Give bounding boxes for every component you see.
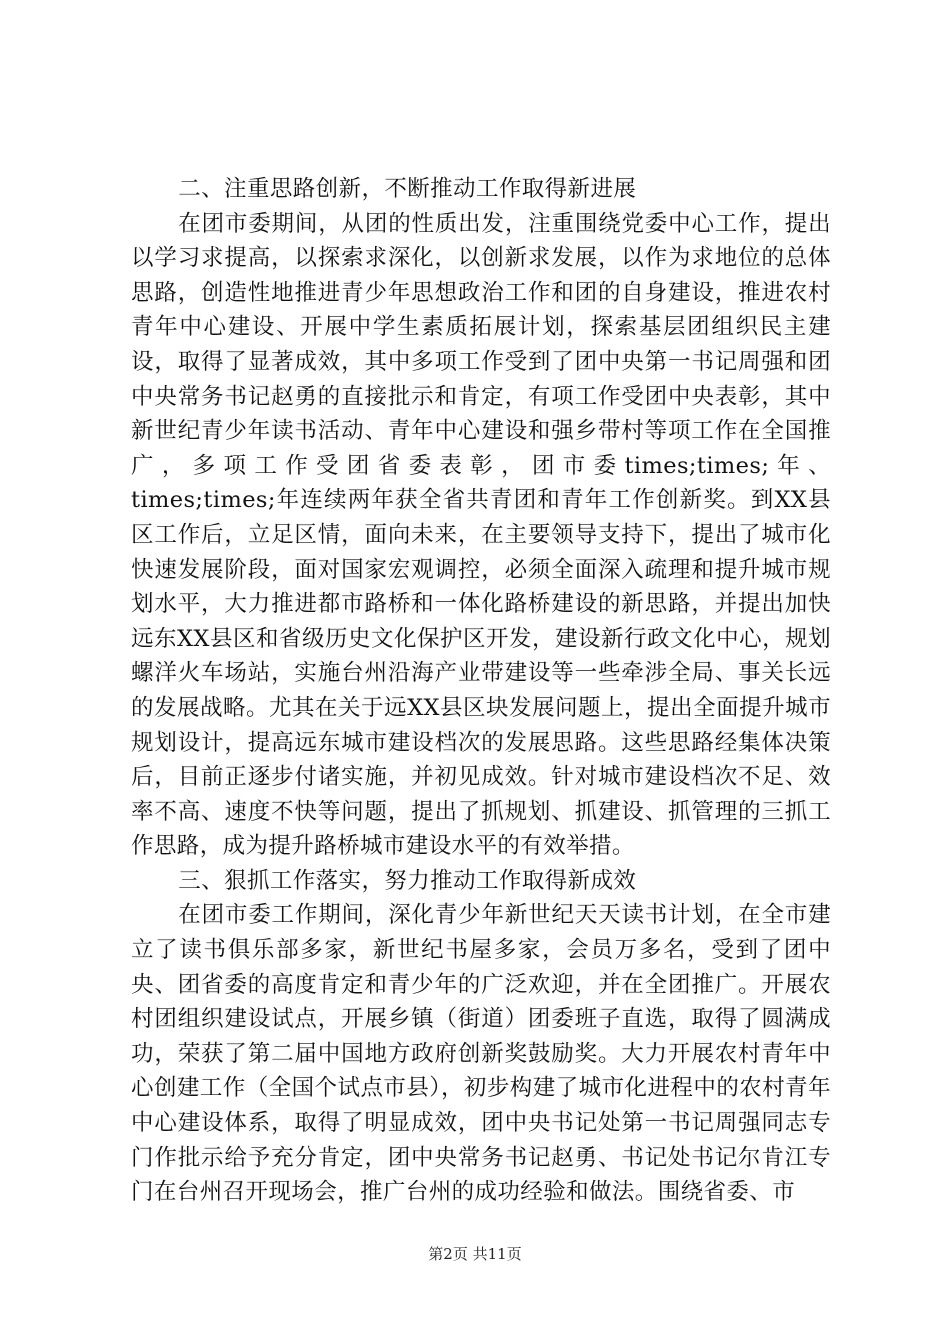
section-paragraph-2: 在团市委期间，从团的性质出发，注重围绕党委中心工作，提出以学习求提高，以探索求深化，以创新求发展，以作为求地位的总体思路，创造性地推进青少年思想政治工作和团的自身建设，推进农村青年中心建设、开展中学生素质拓展计划，探索基层团组织民主建设，取得了显著成效，其中多项工作受到了团中央第一书记周强和团中央常务书记赵勇的直接批示和肯定，有项工作受团中央表彰，其中新世纪青少年读书活动、青年中心建设和强乡带村等项工作在全国推广，多项工作受团省委表彰，团市委times;times;年、times;times;年连续两年获全省共青团和青年工作创新奖。到XX县区工作后，立足区情，面向未来，在主要领导支持下，提出了城市化快速发展阶段，面对国家宏观调控，必须全面深入疏理和提升城市规划水平，大力推进都市路桥和一体化路桥建设的新思路，并提出加快远东XX县区和省级历史文化保护区开发，建设新行政文化中心，规划螺洋火车场站，实施台州沿海产业带建设等一些牵涉全局、事关长远的发展战略。尤其在关于远XX县区块发展问题上，提出全面提升城市规划设计，提高远东城市建设档次的发展思路。这些思路经集体决策后，目前正逐步付诸实施，并初见成效。针对城市建设档次不足、效率不高、速度不快等问题，提出了抓规划、抓建设、抓管理的三抓工作思路，成为提升路桥城市建设水平的有效举措。 bbox=[131, 210, 831, 860]
document-body bbox=[131, 172, 831, 1210]
section-heading-2: 二、注重思路创新，不断推动工作取得新进展 bbox=[178, 176, 637, 202]
section-paragraph-3: 在团市委工作期间，深化青少年新世纪天天读书计划，在全市建立了读书俱乐部多家，新世纪书屋多家，会员万多名，受到了团中央、团省委的高度肯定和青少年的广泛欢迎，并在全团推广。开展农村团组织建设试点，开展乡镇（街道）团委班子直选，取得了圆满成功，荣获了第二届中国地方政府创新奖鼓励奖。大力开展农村青年中心创建工作（全国个试点市县），初步构建了城市化进程中的农村青年中心建设体系，取得了明显成效，团中央书记处第一书记周强同志专门作批示给予充分肯定，团中央常务书记赵勇、书记处书记尔肯江专门在台州召开现场会，推广台州的成功经验和做法。围绕省委、市 bbox=[131, 902, 831, 1206]
page-number-footer: 第2页 共11页 bbox=[428, 1245, 522, 1263]
section-heading-3: 三、狠抓工作落实，努力推动工作取得新成效 bbox=[178, 867, 637, 894]
